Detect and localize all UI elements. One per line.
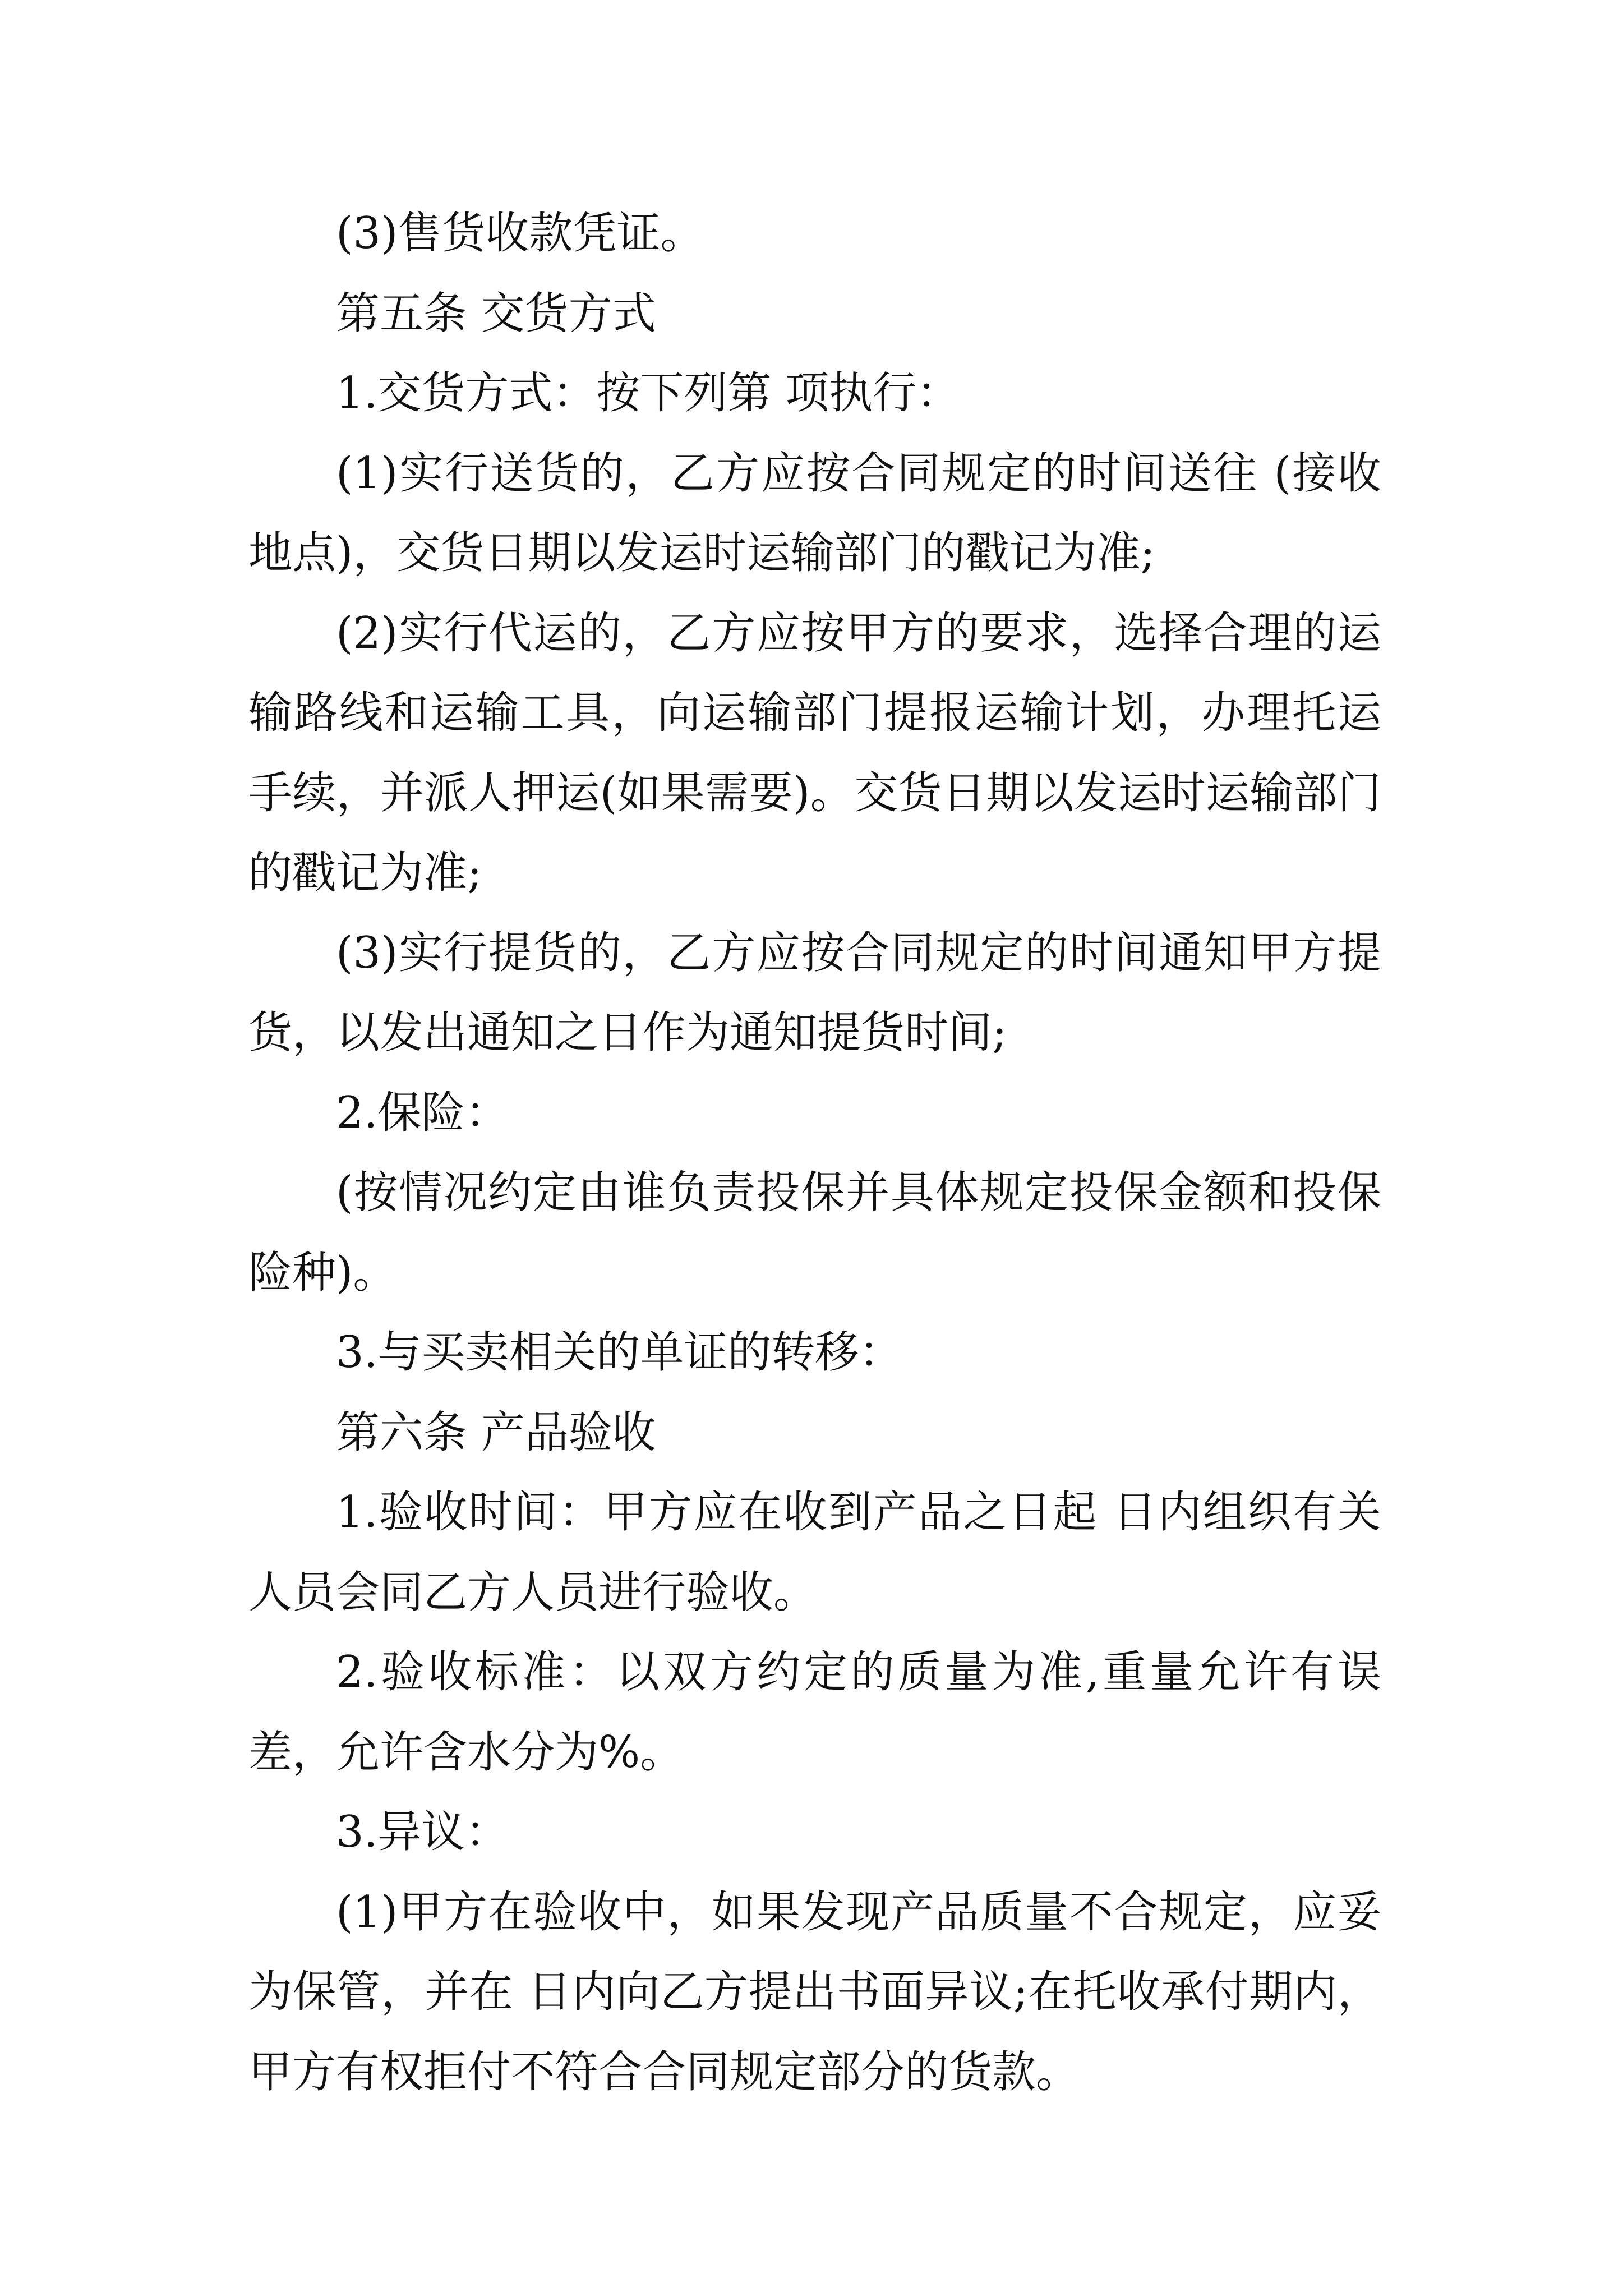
paragraph-document-transfer: 3.与买卖相关的单证的转移： [336, 1327, 903, 1378]
paragraph-insurance-detail: (按情况约定由谁负责投保并具体规定投保金额和投保险种)。 [248, 1167, 1381, 1298]
paragraph-delivery-option-2: (2)实行代运的，乙方应按甲方的要求，选择合理的运输路线和运输工具，向运输部门提报运输计划，办理托运手续，并派人押运(如果需要)。交货日期以发运时运输部门的戳记为准; [248, 608, 1381, 898]
paragraph-delivery-option-3: (3)实行提货的，乙方应按合同规定的时间通知甲方提货，以发出通知之日作为通知提货时间; [248, 927, 1381, 1058]
paragraph-delivery-method: 1.交货方式：按下列第 项执行： [336, 368, 961, 418]
paragraph-inspection-standard: 2.验收标准：以双方约定的质量为准,重量允许有误差，允许含水分为%。 [248, 1647, 1381, 1778]
heading-article-6: 第六条 产品验收 [336, 1407, 656, 1458]
paragraph-objection-detail-1: (1)甲方在验收中，如果发现产品质量不合规定，应妥为保管，并在 日内向乙方提出书面异议;在托收承付期内，甲方有权拒付不符合合同规定部分的货款。 [248, 1887, 1381, 2097]
paragraph-delivery-option-1: (1)实行送货的，乙方应按合同规定的时间送往 (接收地点)，交货日期以发运时运输部门的戳记为准; [248, 448, 1381, 578]
paragraph-sales-receipt: (3)售货收款凭证。 [336, 208, 704, 259]
paragraph-inspection-time: 1.验收时间：甲方应在收到产品之日起 日内组织有关人员会同乙方人员进行验收。 [248, 1487, 1381, 1618]
document-body [248, 194, 1381, 2112]
paragraph-insurance: 2.保险： [336, 1087, 509, 1138]
paragraph-objection: 3.异议： [336, 1807, 509, 1857]
heading-article-5: 第五条 交货方式 [336, 288, 656, 339]
